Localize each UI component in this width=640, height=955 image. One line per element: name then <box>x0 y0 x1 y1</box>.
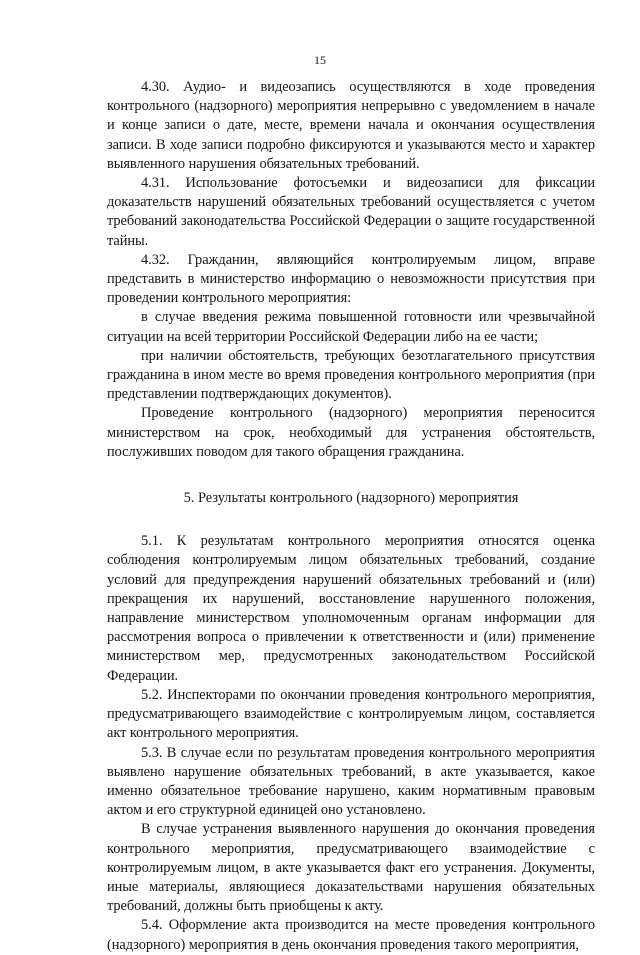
paragraph-5-2: 5.2. Инспекторами по окончании проведения контрольного мероприятия, предусматривающего взаимодействие с контролируемым лицом, составляется акт контрольного мероприятия. <box>107 686 595 742</box>
paragraph-5-4: 5.4. Оформление акта производится на месте проведения контрольного (надзорного) мероприятия в день окончания проведения такого мероприятия, <box>107 917 595 953</box>
paragraph-4-31: 4.31. Использование фотосъемки и видеозаписи для фиксации доказательств нарушений обязательных требований осуществляется с учетом требований законодательства Российской Федерации о защите государственной тайны. <box>107 175 595 249</box>
paragraph-5-1: 5.1. К результатам контрольного мероприятия относятся оценка соблюдения контролируемым лицом обязательных требований, создание условий для предупреждения нарушений обязательных требований и (или) прекращения их нарушений, восстановление нарушенного положения, направление министерством уполномоченным органам информации для рассмотрения вопроса о привлечении к ответственности и (или) применение министерством мер, предусмотренных законодательством Российской Федерации. <box>107 533 595 684</box>
document-body <box>107 78 595 955</box>
paragraph-violation-eliminated: В случае устранения выявленного нарушения до окончания проведения контрольного мероприятия, предусматривающего взаимодействие с контролируемым лицом, в акте указывается факт его устранения. Документы, иные материалы, являющиеся доказательствами нарушения обязательных требований, должны быть приобщены к акту. <box>107 821 595 915</box>
paragraph-postponement: Проведение контрольного (надзорного) мероприятия переносится министерством на срок, необходимый для устранения обстоятельств, послуживших поводом для такого обращения гражданина. <box>107 405 595 460</box>
paragraph-4-30: 4.30. Аудио- и видеозапись осуществляются в ходе проведения контрольного (надзорного) мероприятия непрерывно с уведомлением в начале и конце записи о дате, месте, времени начала и окончания осуществления записи. В ходе записи подробно фиксируются и указываются место и характер выявленного нарушения обязательных требований. <box>107 79 595 172</box>
paragraph-4-32: 4.32. Гражданин, являющийся контролируемым лицом, вправе представить в министерство информацию о невозможности присутствия при проведении контрольного мероприятия: <box>107 251 595 307</box>
paragraph-emergency-case: в случае введения режима повышенной готовности или чрезвычайной ситуации на всей территории Российской Федерации либо на ее части; <box>107 309 595 345</box>
paragraph-urgent-presence: при наличии обстоятельств, требующих безотлагательного присутствия гражданина в ином месте во время проведения контрольного мероприятия (при представлении подтверждающих документов). <box>107 347 595 403</box>
section-heading: 5. Результаты контрольного (надзорного) мероприятия <box>183 490 519 507</box>
page-number: 15 <box>314 53 326 67</box>
paragraph-5-3: 5.3. В случае если по результатам проведения контрольного мероприятия выявлено нарушение обязательных требований, в акте указывается, какое именно обязательное требование нарушено, каким нормативным правовым актом и его структурной единицей оно установлено. <box>107 744 595 819</box>
